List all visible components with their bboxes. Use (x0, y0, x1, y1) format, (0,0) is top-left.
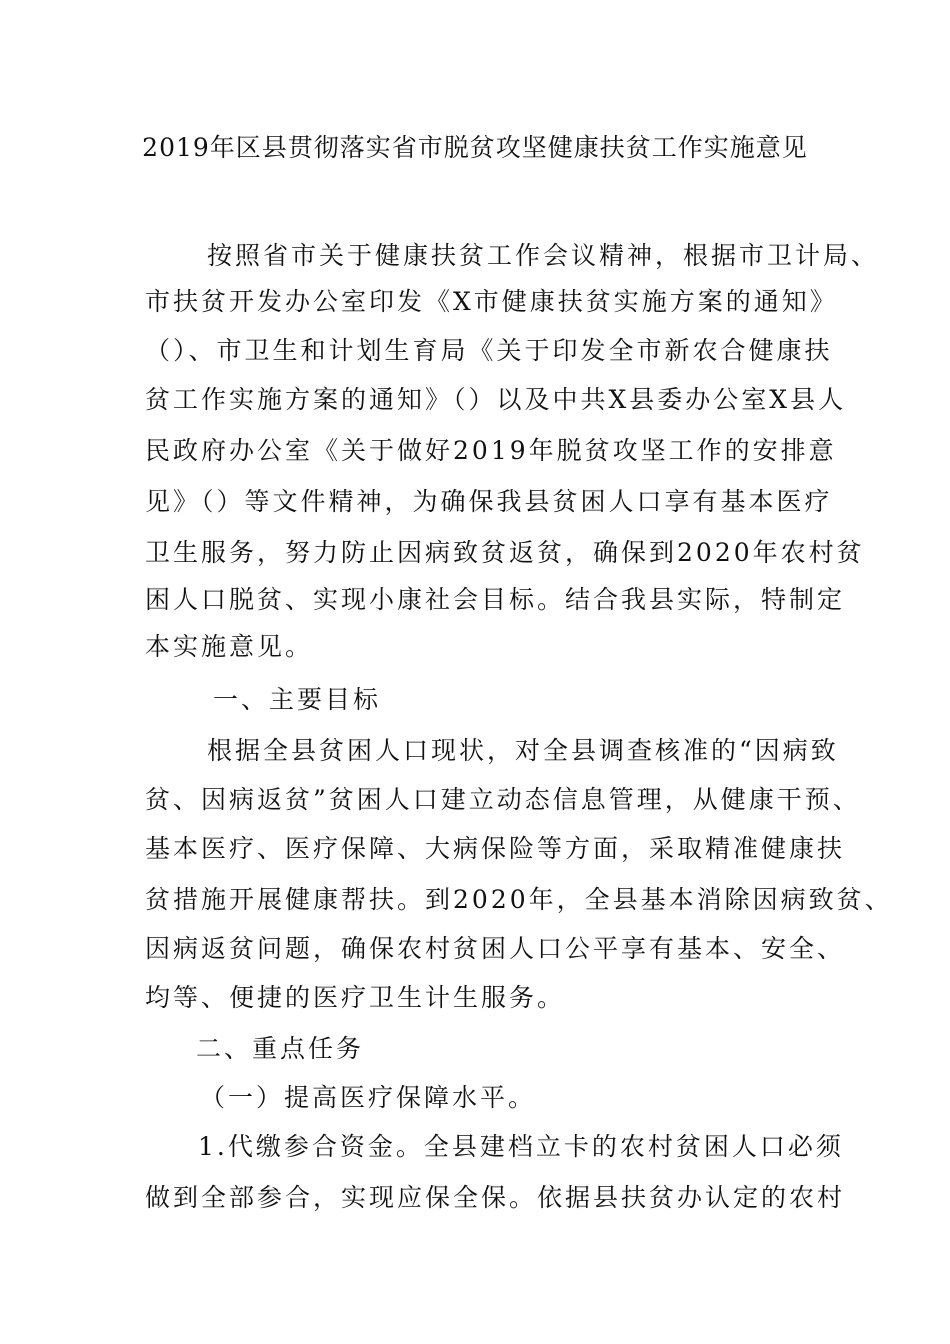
paragraph-line: 因病返贫问题，确保农村贫困人口公平享有基本、安全、 (145, 934, 846, 963)
paragraph-line: 市扶贫开发办公室印发《X市健康扶贫实施方案的通知》 (145, 287, 838, 316)
paragraph-line: 见》（）等文件精神，为确保我县贫困人口享有基本医疗 (145, 487, 833, 516)
paragraph-line: 民政府办公室《关于做好2019年脱贫攻坚工作的安排意 (145, 436, 837, 465)
paragraph-line: 本实施意见。 (145, 632, 314, 661)
section-heading: 二、重点任务 (196, 1034, 365, 1063)
paragraph-line: 根据全县贫困人口现状，对全县调查核准的“因病致 (207, 736, 839, 765)
paragraph-line: 困人口脱贫、实现小康社会目标。结合我县实际，特制定 (145, 585, 846, 614)
subsection-heading: （一）提高医疗保障水平。 (200, 1083, 537, 1112)
paragraph-line: 贫措施开展健康帮扶。到2020年，全县基本消除因病致贫、 (145, 885, 893, 914)
paragraph-line: 做到全部参合，实现应保全保。依据县扶贫办认定的农村 (145, 1183, 846, 1212)
paragraph-line: （）、市卫生和计划生育局《关于印发全市新农合健康扶 (145, 336, 833, 365)
paragraph-line: 卫生服务，努力防止因病致贫返贫，确保到2020年农村贫 (145, 538, 865, 567)
paragraph-line: 基本医疗、医疗保障、大病保险等方面，采取精准健康扶 (145, 834, 846, 863)
paragraph-line: 均等、便捷的医疗卫生计生服务。 (145, 983, 566, 1012)
paragraph-line: 贫、因病返贫”贫困人口建立动态信息管理，从健康干预、 (145, 785, 861, 814)
paragraph-line: 按照省市关于健康扶贫工作会议精神，根据市卫计局、 (207, 241, 880, 270)
section-heading: 一、主要目标 (213, 685, 382, 714)
document-title: 2019年区县贯彻落实省市脱贫攻坚健康扶贫工作实施意见 (142, 133, 808, 162)
paragraph-line: 贫工作实施方案的通知》（）以及中共X县委办公室X县人 (145, 385, 847, 414)
paragraph-line: 1.代缴参合资金。全县建档立卡的农村贫困人口必须 (198, 1132, 844, 1161)
